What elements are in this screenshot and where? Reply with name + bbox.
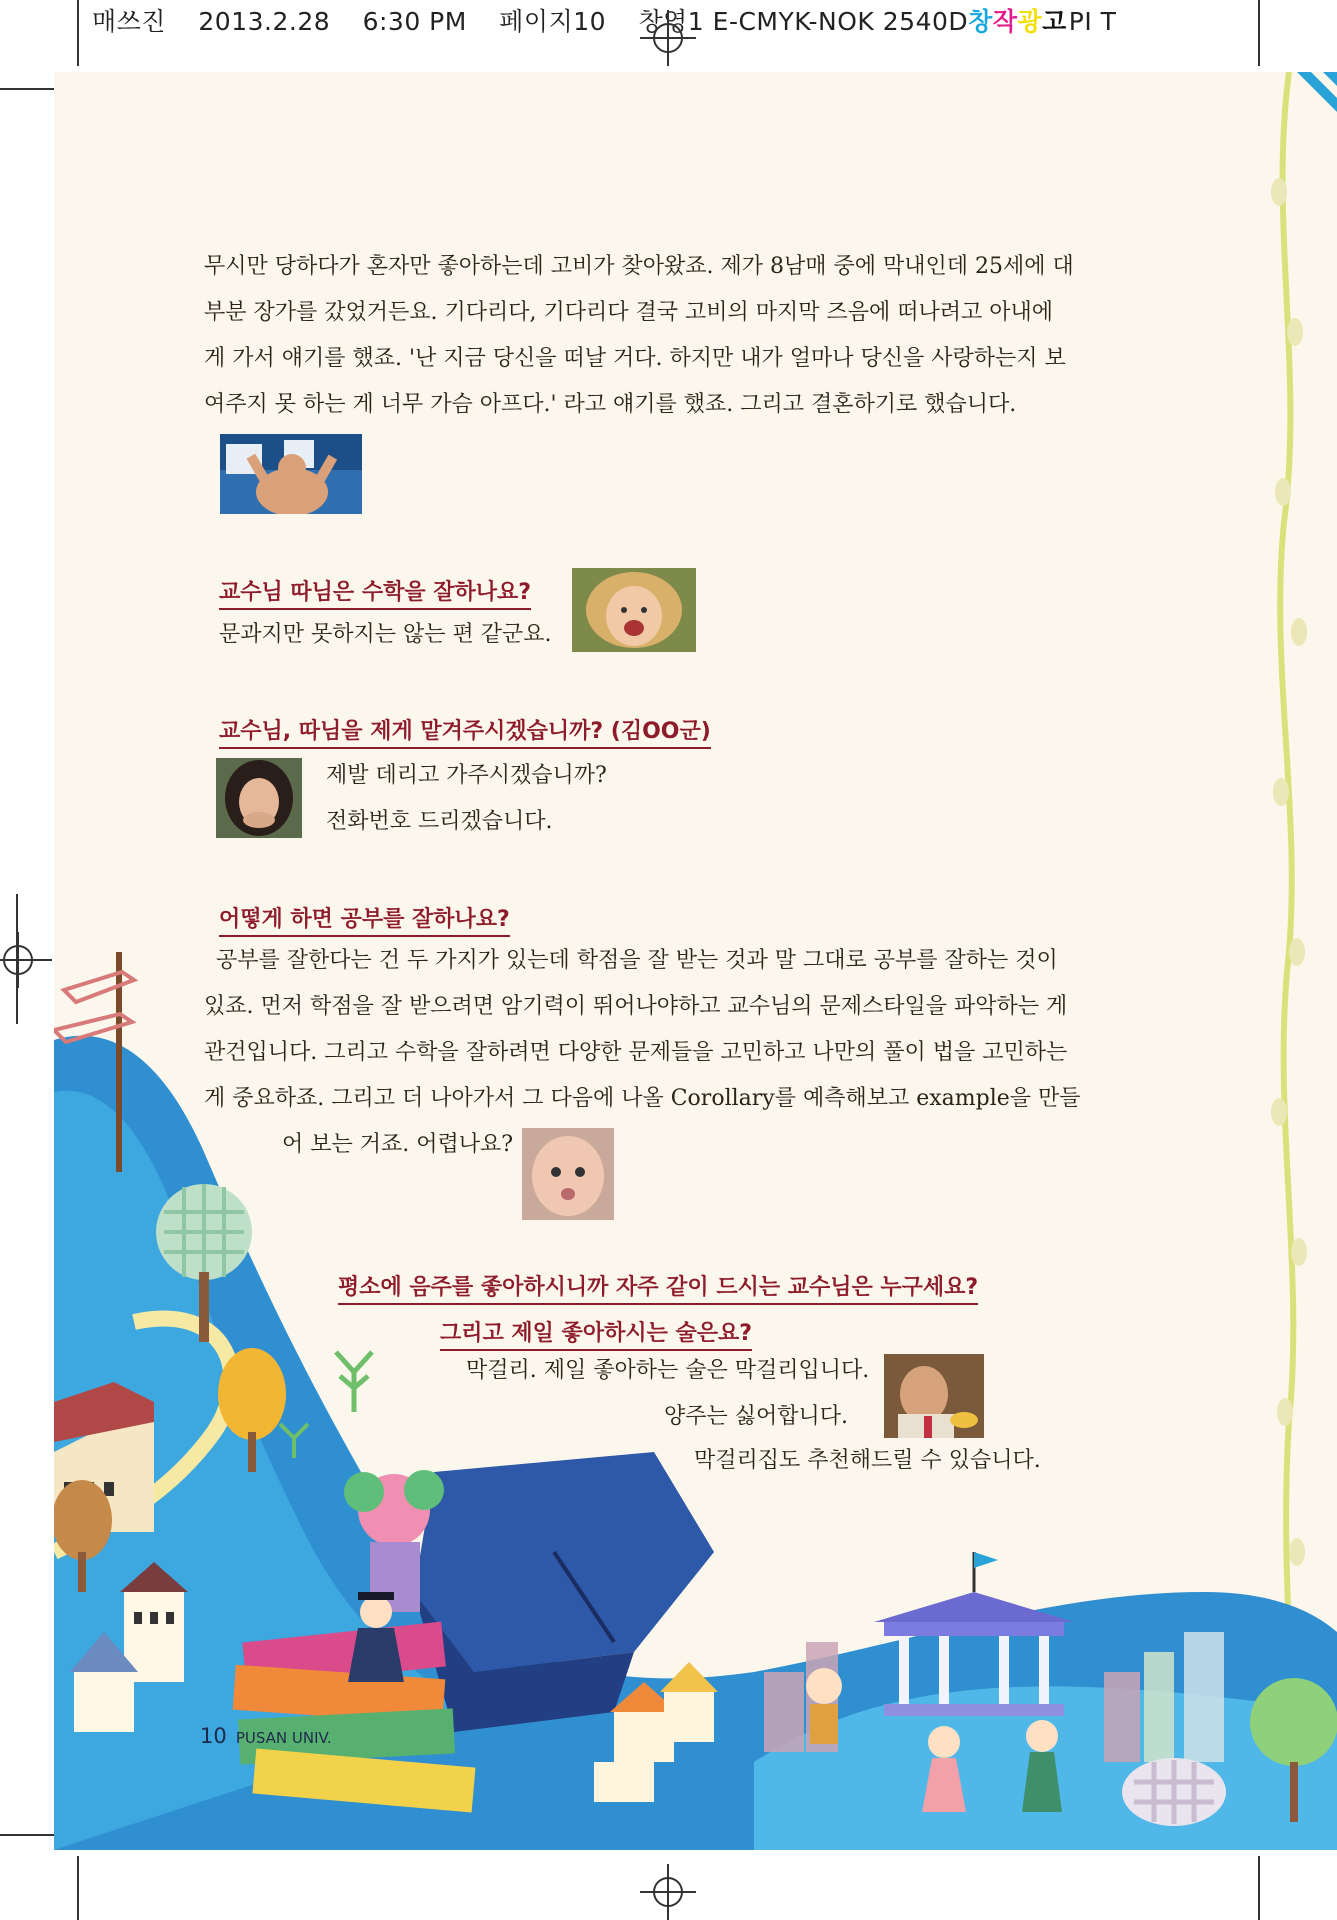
print-slug — [92, 2, 1140, 38]
slug-time: 6:30 PM — [362, 7, 467, 36]
laughing-girl-photo — [572, 568, 696, 652]
registration-mark-left — [0, 932, 56, 988]
answer-4-line2: 양주는 싫어합니다. — [664, 1404, 849, 1429]
crop-mark — [77, 1856, 79, 1920]
intro-line: 무시만 당하다가 혼자만 좋아하는데 고비가 찾아왔죠. 제가 8남매 중에 막내인데 25세에 대 — [204, 254, 1074, 279]
page-folio — [200, 1724, 332, 1748]
flag-icon — [974, 1552, 998, 1568]
slug-tail: PI T — [1068, 7, 1117, 36]
slug-page: 페이지10 — [499, 7, 607, 36]
slug-job: 창영1 E-CMYK-NOK 2540D — [638, 7, 969, 36]
paragraph-line: 게 중요하죠. 그리고 더 나아가서 그 다음에 나올 Corollary를 예측해보고 example을 만들 — [204, 1086, 1081, 1111]
slug-date: 2013.2.28 — [198, 7, 331, 36]
paragraph-line: 있죠. 먼저 학점을 잘 받으려면 암기력이 뛰어나야하고 교수님의 문제스타일을 파악하는 게 — [204, 994, 1068, 1019]
baby-photo — [522, 1128, 614, 1220]
professor-photo — [884, 1354, 984, 1438]
question-4-line2: 그리고 제일 좋아하시는 술은요? — [440, 1316, 752, 1351]
paragraph-line: 어 보는 거죠. 어렵나요? — [282, 1132, 514, 1157]
crop-mark — [1258, 1856, 1260, 1920]
intro-line: 게 가서 얘기를 했죠. '난 지금 당신을 떠날 거다. 하지만 내가 얼마나 당신을 사랑하는지 보 — [204, 346, 1066, 371]
tree-icon — [1122, 1758, 1226, 1826]
slug-color-yellow: 광 — [1017, 7, 1043, 36]
crop-mark — [16, 894, 18, 1024]
slug-app: 매쓰진 — [92, 7, 166, 36]
registration-mark-top — [640, 10, 696, 66]
intro-line: 여주지 못 하는 게 너무 가슴 아프다.' 라고 얘기를 했죠. 그리고 결혼하기로 했습니다. — [204, 392, 1017, 417]
question-4-line1: 평소에 음주를 좋아하시니까 자주 같이 드시는 교수님은 누구세요? — [338, 1270, 978, 1305]
magazine-page — [54, 72, 1337, 1850]
page-number: 10 — [200, 1724, 227, 1748]
answer-4-line1: 막걸리. 제일 좋아하는 술은 막걸리입니다. — [466, 1358, 870, 1383]
slug-color-magenta: 작 — [992, 7, 1018, 36]
question-1: 교수님 따님은 수학을 잘하나요? — [219, 575, 531, 610]
paragraph-line: 관건입니다. 그리고 수학을 잘하려면 다양한 문제들을 고민하고 나만의 풀이 법을 고민하는 — [204, 1040, 1068, 1065]
crop-mark — [77, 0, 79, 66]
intro-line: 부분 장가를 갔었거든요. 기다리다, 기다리다 결국 고비의 마지막 즈음에 떠나려고 아내에 — [204, 300, 1053, 325]
registration-mark-bottom — [640, 1864, 696, 1920]
paragraph-line: 공부를 잘한다는 건 두 가지가 있는데 학점을 잘 받는 것과 말 그대로 공부를 잘하는 것이 — [216, 948, 1058, 973]
slug-color-black: 고 — [1042, 7, 1067, 36]
intro-paragraph — [204, 244, 1074, 428]
question-3: 어떻게 하면 공부를 잘하나요? — [219, 902, 510, 937]
answer-2-line2: 전화번호 드리겠습니다. — [326, 809, 553, 834]
crop-mark — [1258, 0, 1260, 66]
answer-2-line1: 제발 데리고 가주시겠습니까? — [326, 763, 607, 788]
publication-name: PUSAN UNIV. — [235, 1729, 332, 1747]
answer-1: 문과지만 못하지는 않는 편 같군요. — [219, 622, 552, 647]
question-2: 교수님, 따님을 제게 맡겨주시겠습니까? (김OO군) — [219, 714, 711, 749]
study-tips-paragraph — [204, 938, 1081, 1168]
surprised-woman-photo — [216, 758, 302, 838]
swimmer-photo — [220, 434, 362, 514]
answer-4-line3: 막걸리집도 추천해드릴 수 있습니다. — [694, 1448, 1041, 1473]
slug-color-cyan: 창 — [968, 7, 993, 36]
